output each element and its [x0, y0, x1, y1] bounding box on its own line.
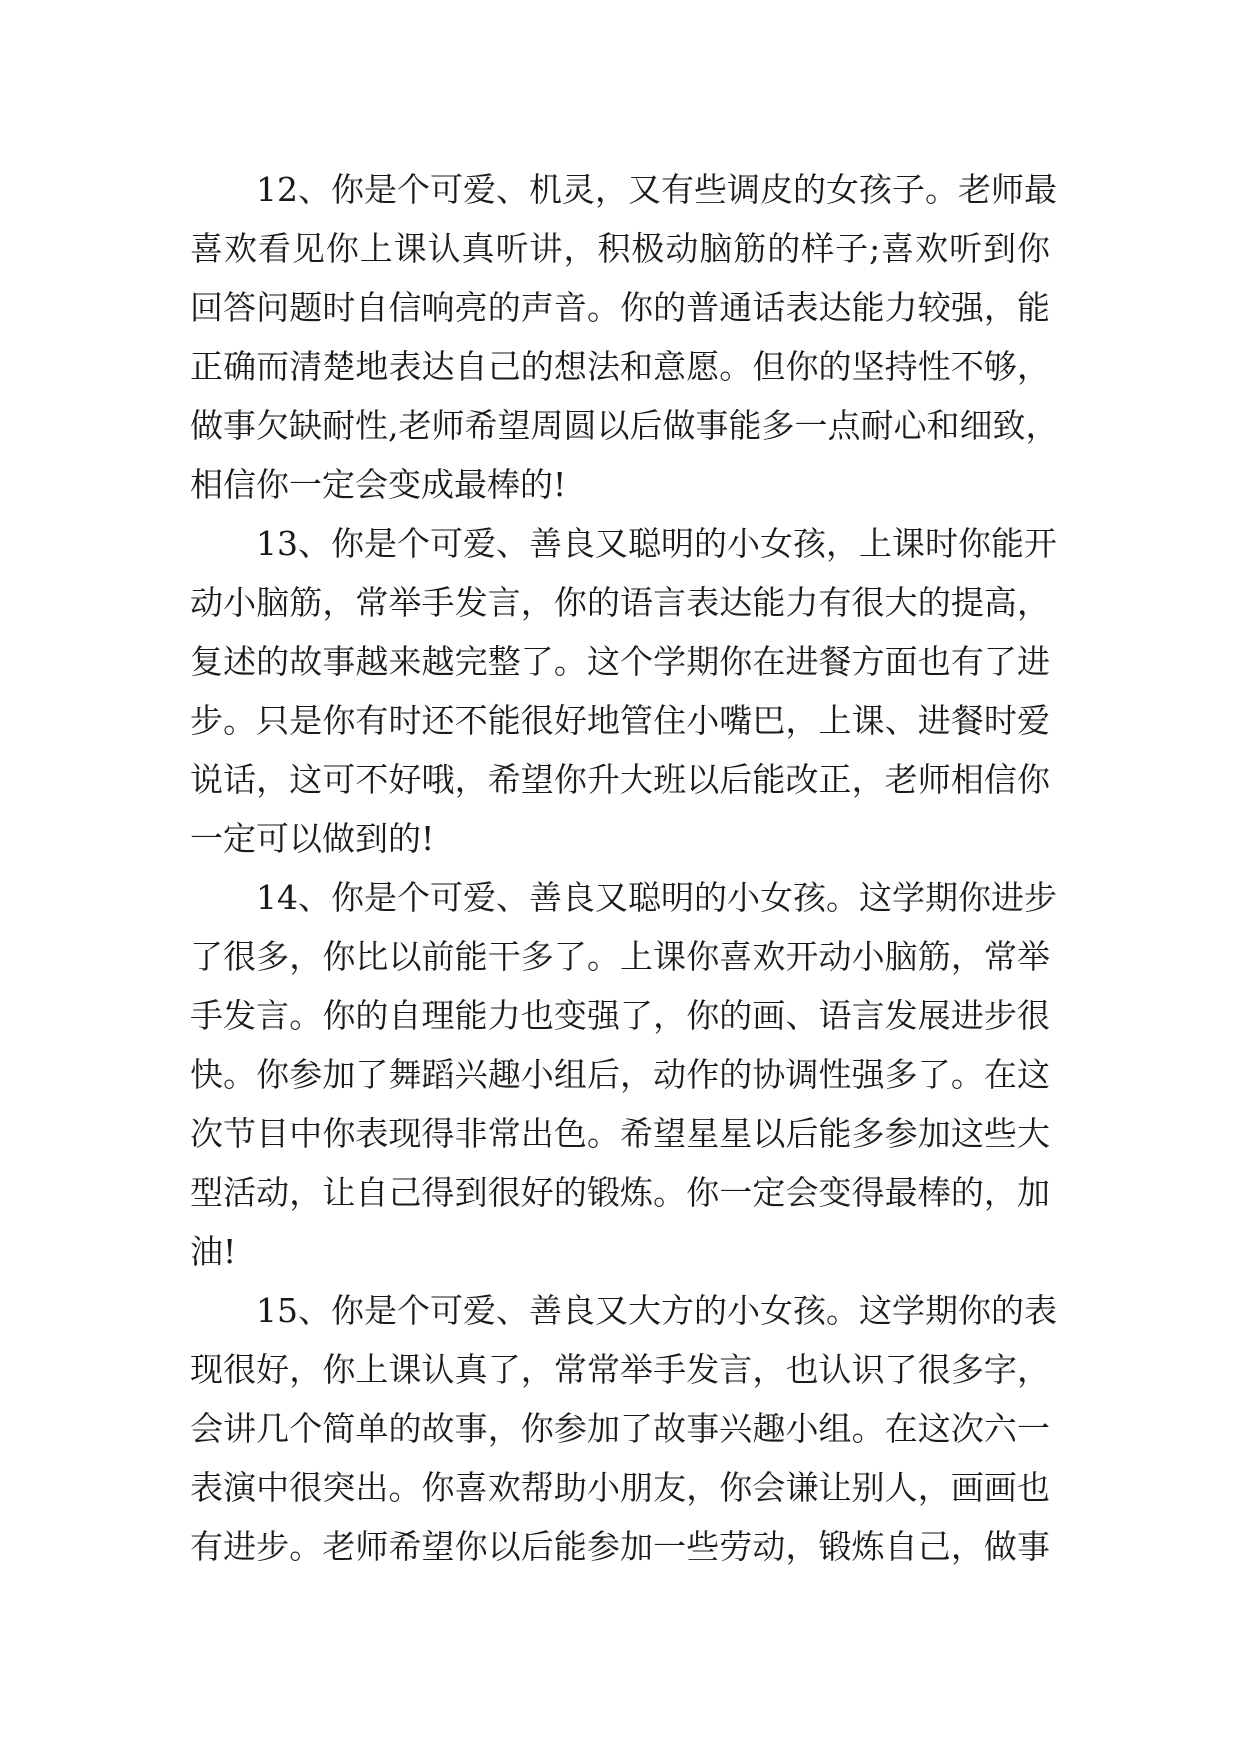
paragraph-line: 14、你是个可爱、善良又聪明的小女孩。这学期你进步 [256, 878, 1057, 917]
paragraph-line: 回答问题时自信响亮的声音。你的普通话表达能力较强，能 [190, 288, 1050, 327]
paragraph-line: 步。只是你有时还不能很好地管住小嘴巴，上课、进餐时爱 [190, 701, 1050, 740]
paragraph-line: 了很多，你比以前能干多了。上课你喜欢开动小脑筋，常举 [190, 937, 1050, 976]
paragraph-line: 做事欠缺耐性,老师希望周圆以后做事能多一点耐心和细致， [190, 406, 1059, 445]
paragraph-line: 相信你一定会变成最棒的! [190, 465, 567, 504]
paragraph-line: 15、你是个可爱、善良又大方的小女孩。这学期你的表 [256, 1291, 1057, 1330]
paragraph-line: 说话，这可不好哦，希望你升大班以后能改正，老师相信你 [190, 760, 1050, 799]
paragraph-line: 一定可以做到的! [190, 819, 435, 858]
paragraph [190, 868, 1057, 1281]
paragraph-line: 现很好，你上课认真了，常常举手发言，也认识了很多字， [190, 1350, 1050, 1389]
paragraph [190, 1281, 1057, 1576]
paragraph-line: 13、你是个可爱、善良又聪明的小女孩，上课时你能开 [256, 524, 1057, 563]
paragraph-line: 快。你参加了舞蹈兴趣小组后，动作的协调性强多了。在这 [190, 1055, 1050, 1094]
paragraph-line: 型活动，让自己得到很好的锻炼。你一定会变得最棒的，加 [190, 1173, 1050, 1212]
paragraph-line: 复述的故事越来越完整了。这个学期你在进餐方面也有了进 [190, 642, 1050, 681]
paragraph [190, 514, 1057, 868]
paragraph-line: 会讲几个简单的故事，你参加了故事兴趣小组。在这次六一 [190, 1409, 1050, 1448]
paragraph-line: 喜欢看见你上课认真听讲，积极动脑筋的样子;喜欢听到你 [190, 229, 1050, 268]
paragraph-line: 有进步。老师希望你以后能参加一些劳动，锻炼自己，做事 [190, 1527, 1050, 1566]
paragraph [190, 160, 1059, 514]
paragraph-line: 次节目中你表现得非常出色。希望星星以后能多参加这些大 [190, 1114, 1050, 1153]
paragraph-line: 手发言。你的自理能力也变强了，你的画、语言发展进步很 [190, 996, 1050, 1035]
paragraph-line: 动小脑筋，常举手发言，你的语言表达能力有很大的提高， [190, 583, 1050, 622]
paragraph-line: 12、你是个可爱、机灵，又有些调皮的女孩子。老师最 [256, 170, 1057, 209]
document-body [190, 160, 1059, 1576]
paragraph-line: 表演中很突出。你喜欢帮助小朋友，你会谦让别人，画画也 [190, 1468, 1050, 1507]
paragraph-line: 油! [190, 1232, 237, 1271]
paragraph-line: 正确而清楚地表达自己的想法和意愿。但你的坚持性不够， [190, 347, 1050, 386]
